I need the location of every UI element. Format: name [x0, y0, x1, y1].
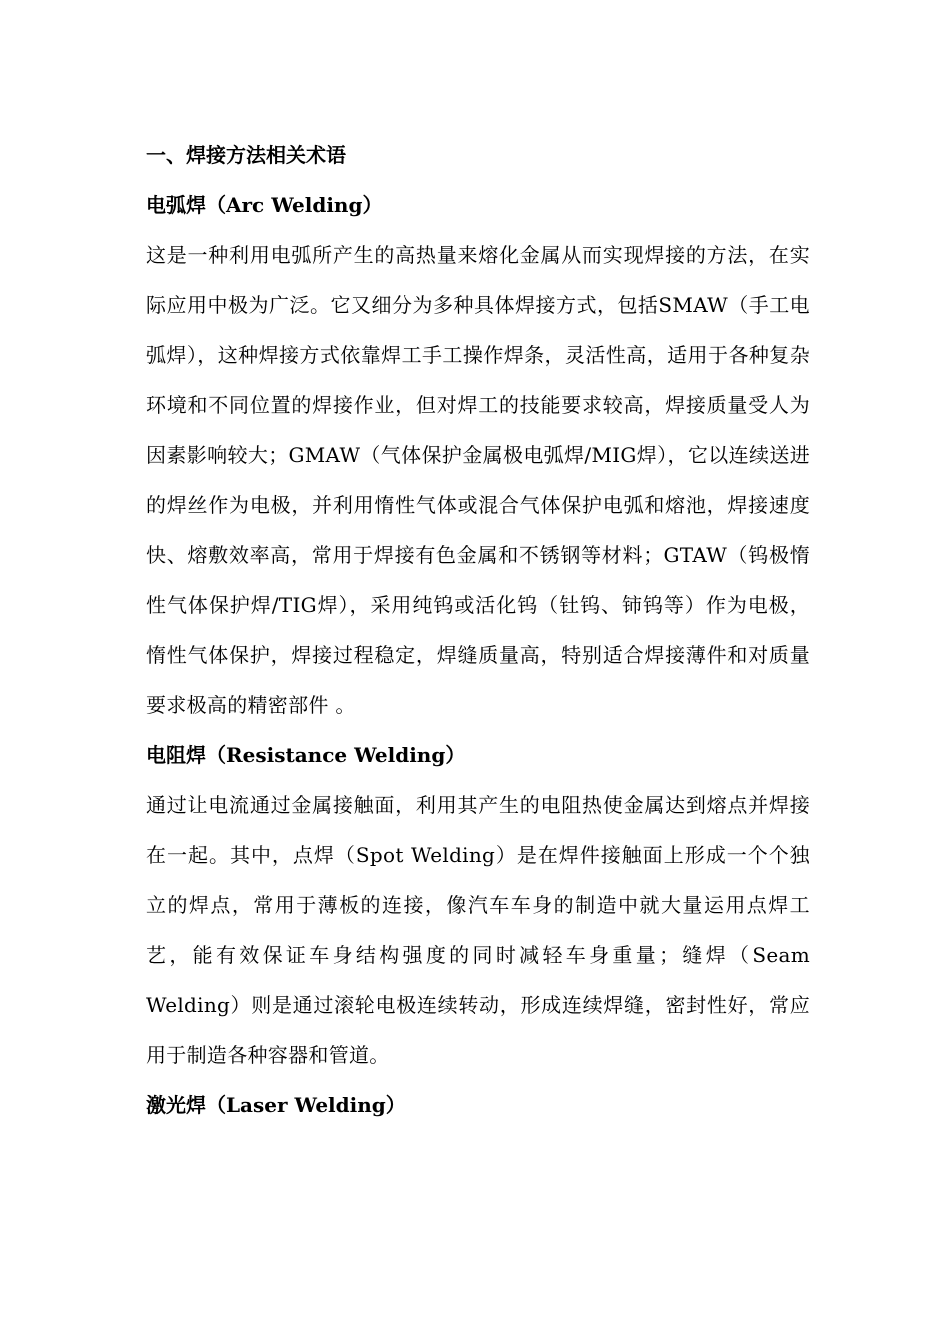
term-body-resistance-welding: 通过让电流通过金属接触面，利用其产生的电阻热使金属达到熔点并焊接在一起。其中，点焊（Spot Welding）是在焊件接触面上形成一个个独立的焊点，常用于薄板的连接，像汽车车身的制造中就大量运用点焊工艺，能有效保证车身结构强度的同时减轻车身重量；缝焊（Seam Welding）则是通过滚轮电极连续转动，形成连续焊缝，密封性好，常应用于制造各种容器和管道。	[146, 793, 810, 1067]
term-body-arc-welding: 这是一种利用电弧所产生的高热量来熔化金属从而实现焊接的方法，在实际应用中极为广泛。它又细分为多种具体焊接方式，包括SMAW（手工电弧焊），这种焊接方式依靠焊工手工操作焊条，灵活性高，适用于各种复杂环境和不同位置的焊接作业，但对焊工的技能要求较高，焊接质量受人为因素影响较大；GMAW（气体保护金属极电弧焊/MIG焊），它以连续送进的焊丝作为电极，并利用惰性气体或混合气体保护电弧和熔池，焊接速度快、熔敷效率高，常用于焊接有色金属和不锈钢等材料；GTAW（钨极惰性气体保护焊/TIG焊），采用纯钨或活化钨（钍钨、铈钨等）作为电极，惰性气体保护，焊接过程稳定，焊缝质量高，特别适合焊接薄件和对质量要求极高的精密部件 。	[146, 243, 810, 717]
term-heading-arc-welding: 电弧焊（Arc Welding）	[146, 193, 383, 217]
term-heading-resistance-welding: 电阻焊（Resistance Welding）	[146, 743, 466, 767]
term-heading-laser-welding: 激光焊（Laser Welding）	[146, 1093, 406, 1117]
document-content	[146, 130, 810, 1130]
section-title: 一、焊接方法相关术语	[146, 143, 346, 167]
